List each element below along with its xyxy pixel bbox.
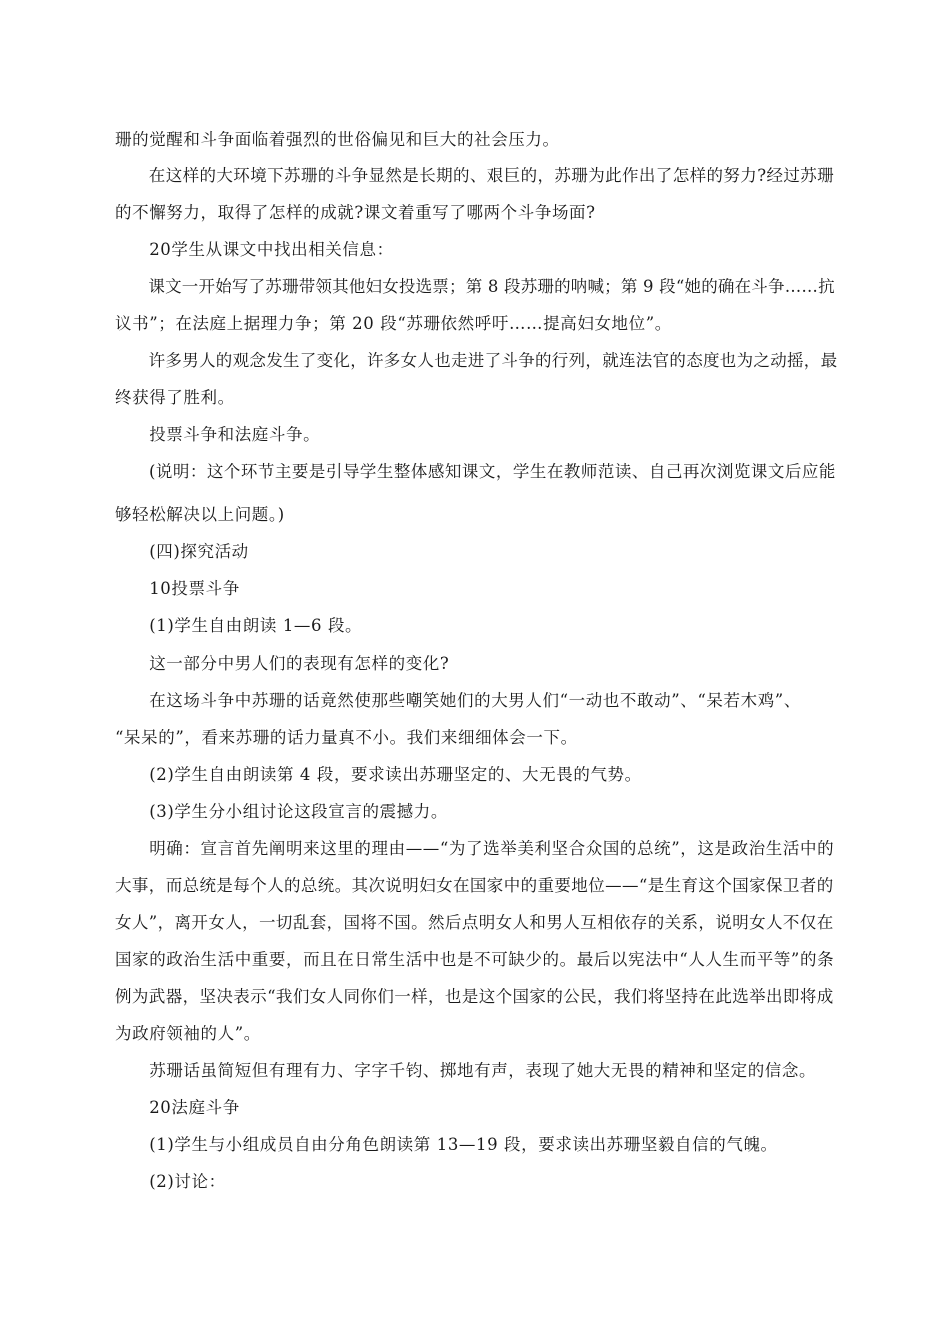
line-11: 够轻松解决以上问题。) xyxy=(115,505,285,524)
line-13: 10投票斗争 xyxy=(115,579,240,598)
line-9: 投票斗争和法庭斗争。 xyxy=(115,425,321,444)
line-1: 珊的觉醒和斗争面临着强烈的世俗偏见和巨大的社会压力。 xyxy=(115,130,560,149)
line-8: 终获得了胜利。 xyxy=(115,388,235,407)
line-16: 在这场斗争中苏珊的话竟然使那些嘲笑她们的大男人们“一动也不敢动”、“呆若木鸡”、 xyxy=(115,691,801,710)
line-20: 明确：宣言首先阐明来这里的理由——“为了选举美利坚合众国的总统”，这是政治生活中的 xyxy=(115,839,835,858)
line-3: 的不懈努力，取得了怎样的成就?课文着重写了哪两个斗争场面? xyxy=(115,203,596,222)
line-15: 这一部分中男人们的表现有怎样的变化? xyxy=(115,654,450,673)
line-12: (四)探究活动 xyxy=(115,542,249,561)
line-27: 20法庭斗争 xyxy=(115,1098,240,1117)
line-26: 苏珊话虽简短但有理有力、字字千钧、掷地有声，表现了她大无畏的精神和坚定的信念。 xyxy=(115,1061,817,1080)
line-2: 在这样的大环境下苏珊的斗争显然是长期的、艰巨的，苏珊为此作出了怎样的努力?经过苏珊 xyxy=(115,166,835,185)
line-21: 大事，而总统是每个人的总统。其次说明妇女在国家中的重要地位——“是生育这个国家保卫者的 xyxy=(115,876,834,895)
line-29: (2)讨论： xyxy=(115,1172,226,1191)
line-25: 为政府领袖的人”。 xyxy=(115,1024,261,1043)
line-5: 课文一开始写了苏珊带领其他妇女投选票；第 8 段苏珊的呐喊；第 9 段“她的确在斗争……抗 xyxy=(115,277,835,296)
line-14: (1)学生自由朗读 1—6 段。 xyxy=(115,616,363,635)
line-22: 女人”，离开女人，一切乱套，国将不国。然后点明女人和男人互相依存的关系，说明女人不仅在 xyxy=(115,913,834,932)
line-4: 20学生从课文中找出相关信息： xyxy=(115,240,394,259)
line-17: “呆呆的”，看来苏珊的话力量真不小。我们来细细体会一下。 xyxy=(115,728,578,747)
line-18: (2)学生自由朗读第 4 段，要求读出苏珊坚定的、大无畏的气势。 xyxy=(115,765,642,784)
line-19: (3)学生分小组讨论这段宣言的震撼力。 xyxy=(115,802,448,821)
line-6: 议书”；在法庭上据理力争；第 20 段“苏珊依然呼吁……提高妇女地位”。 xyxy=(115,314,672,333)
line-24: 例为武器，坚决表示“我们女人同你们一样，也是这个国家的公民，我们将坚持在此选举出即将成 xyxy=(115,987,834,1006)
line-7: 许多男人的观念发生了变化，许多女人也走进了斗争的行列，就连法官的态度也为之动摇，最 xyxy=(115,351,838,370)
line-10: (说明：这个环节主要是引导学生整体感知课文，学生在教师范读、自己再次浏览课文后应能 xyxy=(115,462,836,481)
line-23: 国家的政治生活中重要，而且在日常生活中也是不可缺少的。最后以宪法中“人人生而平等”的条 xyxy=(115,950,835,969)
line-28: (1)学生与小组成员自由分角色朗读第 13—19 段，要求读出苏珊坚毅自信的气魄。 xyxy=(115,1135,778,1154)
